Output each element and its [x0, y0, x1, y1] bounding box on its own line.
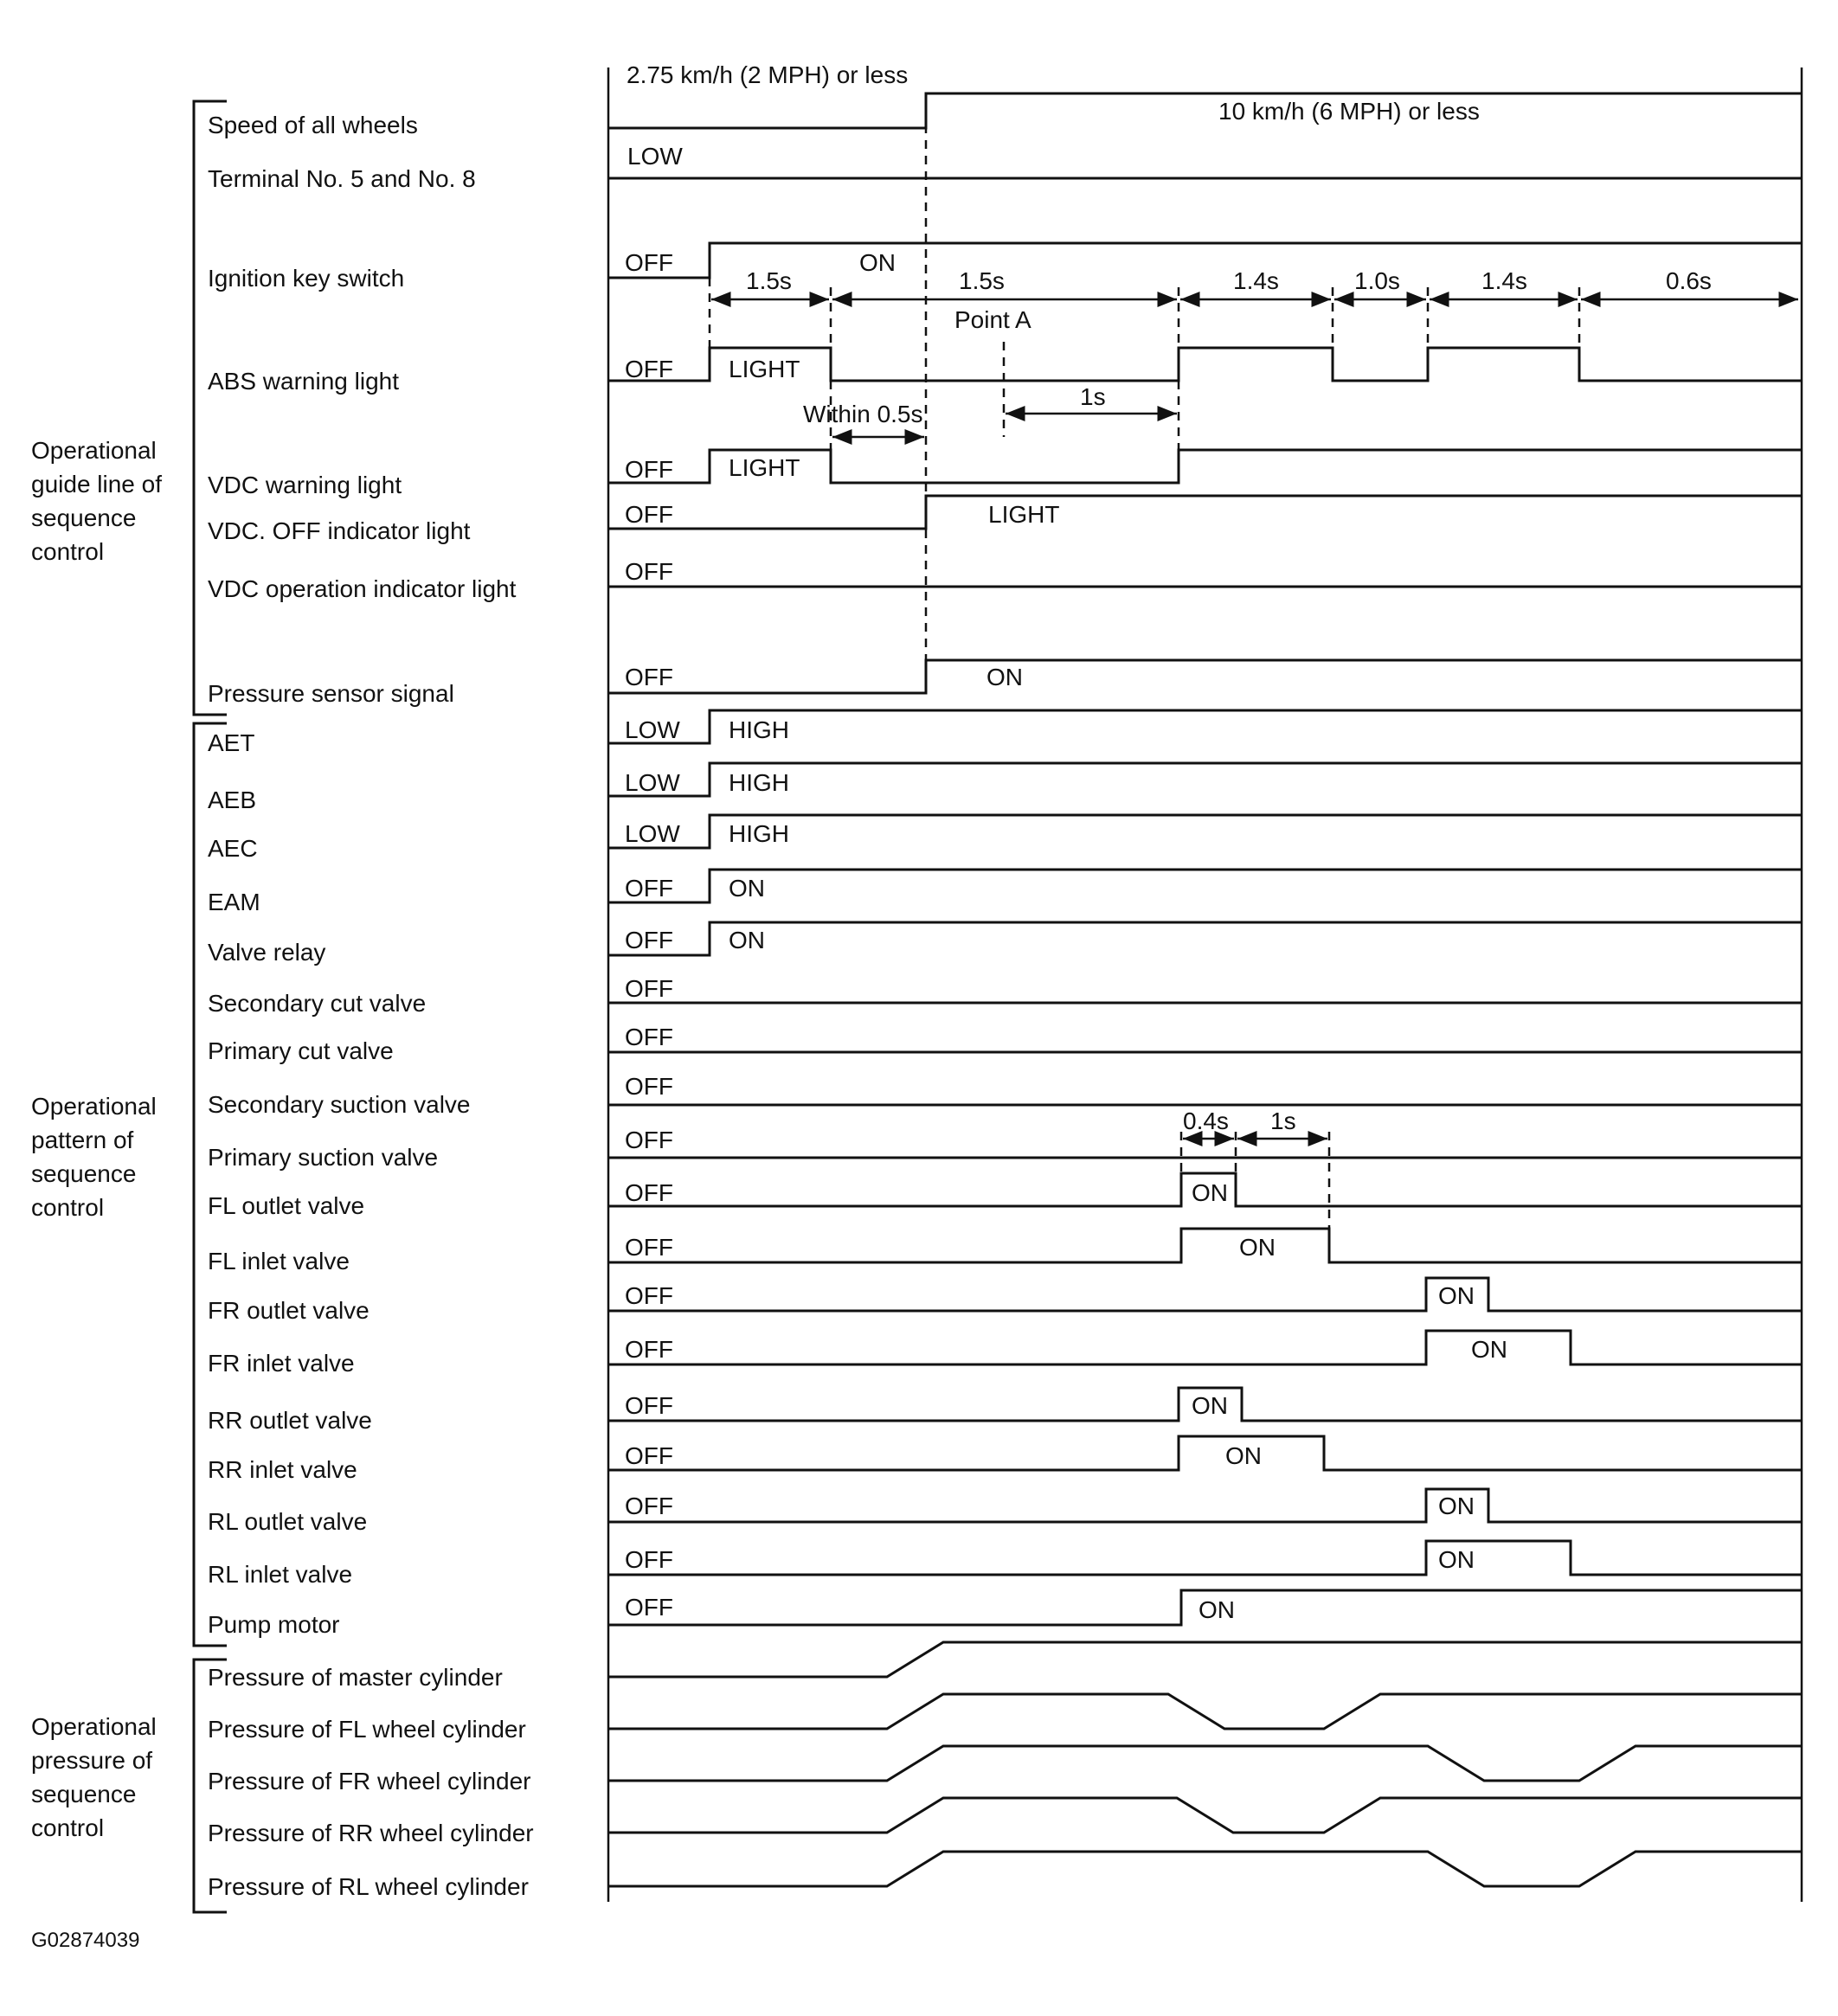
signal-name: Valve relay	[208, 939, 326, 966]
wave-rl-outlet	[608, 1489, 1802, 1522]
state-label: OFF	[625, 1282, 673, 1309]
group-label-line: pattern of	[31, 1127, 134, 1153]
wave-pressure-master	[608, 1642, 1802, 1677]
signal-name: Pressure sensor signal	[208, 680, 454, 707]
guide-group-label	[31, 437, 162, 565]
speed-high-label: 10 km/h (6 MPH) or less	[1218, 98, 1480, 125]
signal-names	[208, 112, 534, 1900]
wave-pressure-sensor	[608, 660, 1802, 693]
signal-name: Primary suction valve	[208, 1144, 439, 1171]
state-label: LOW	[625, 820, 680, 847]
signal-name: Terminal No. 5 and No. 8	[208, 165, 476, 192]
group-label-line: Operational	[31, 437, 157, 464]
state-label: LIGHT	[729, 356, 800, 382]
state-label: LIGHT	[988, 501, 1060, 528]
group-label-line: control	[31, 1194, 105, 1221]
signal-name: FL outlet valve	[208, 1192, 365, 1219]
state-labels	[625, 143, 1507, 1623]
signal-name: AET	[208, 729, 255, 756]
wave-fr-inlet	[608, 1331, 1802, 1364]
signal-name: RL inlet valve	[208, 1561, 353, 1588]
signal-name: VDC warning light	[208, 472, 402, 498]
wave-rr-inlet	[608, 1436, 1802, 1470]
state-label: OFF	[625, 1546, 673, 1573]
signal-name: Ignition key switch	[208, 265, 405, 292]
state-label: OFF	[625, 1336, 673, 1363]
signal-name: Secondary cut valve	[208, 990, 427, 1017]
signal-name: Pressure of FR wheel cylinder	[208, 1768, 531, 1794]
pattern-group-label	[31, 1093, 157, 1221]
state-label: HIGH	[729, 769, 789, 796]
group-label-line: control	[31, 538, 105, 565]
timing-label: 1s	[1080, 383, 1106, 410]
wave-pressure-fl	[608, 1694, 1802, 1729]
state-label: OFF	[625, 875, 673, 902]
signal-name: VDC operation indicator light	[208, 575, 517, 602]
state-label: HIGH	[729, 820, 789, 847]
wave-vdc-off-indicator	[608, 496, 1802, 529]
group-label-line: Operational	[31, 1713, 157, 1740]
group-label-line: sequence	[31, 1160, 137, 1187]
state-label: OFF	[625, 249, 673, 276]
state-label: ON	[1471, 1336, 1507, 1363]
signal-name: Pressure of master cylinder	[208, 1664, 503, 1691]
signal-name: Secondary suction valve	[208, 1091, 471, 1118]
group-label-line: pressure of	[31, 1747, 153, 1774]
state-label: OFF	[625, 1493, 673, 1519]
signal-name: Pressure of RL wheel cylinder	[208, 1873, 529, 1900]
state-label: ON	[986, 664, 1023, 690]
state-label: OFF	[625, 1594, 673, 1621]
group-label-line: control	[31, 1814, 105, 1841]
wave-rl-inlet	[608, 1541, 1802, 1575]
group-label-line: sequence	[31, 1781, 137, 1807]
wave-fl-inlet	[608, 1229, 1802, 1262]
state-label: OFF	[625, 1024, 673, 1050]
state-label: OFF	[625, 558, 673, 585]
state-label: ON	[1438, 1546, 1475, 1573]
wave-eam	[608, 870, 1802, 902]
state-label: OFF	[625, 1179, 673, 1206]
timing-label: Within 0.5s	[803, 401, 923, 427]
state-label: LOW	[625, 716, 680, 743]
state-label: OFF	[625, 1392, 673, 1419]
state-label: ON	[729, 875, 765, 902]
signal-name: FR inlet valve	[208, 1350, 355, 1377]
signal-name: FR outlet valve	[208, 1297, 370, 1324]
timing-label: 1.5s	[746, 267, 792, 294]
timing-label: Point A	[954, 306, 1031, 333]
state-label: ON	[1192, 1392, 1228, 1419]
guide-group-bracket	[194, 101, 227, 715]
state-label: ON	[729, 927, 765, 953]
state-label: OFF	[625, 1073, 673, 1100]
signal-name: FL inlet valve	[208, 1248, 350, 1274]
state-label: LOW	[627, 143, 683, 170]
signal-name: AEC	[208, 835, 258, 862]
group-label-line: sequence	[31, 504, 137, 531]
state-label: LOW	[625, 769, 680, 796]
timing-label: 1s	[1270, 1108, 1296, 1134]
timing-label: 0.4s	[1183, 1108, 1229, 1134]
state-label: ON	[1438, 1493, 1475, 1519]
wave-fr-outlet	[608, 1278, 1802, 1311]
signal-name: ABS warning light	[208, 368, 400, 395]
state-label: OFF	[625, 664, 673, 690]
group-label-line: Operational	[31, 1093, 157, 1120]
state-label: ON	[1225, 1442, 1262, 1469]
state-label: OFF	[625, 927, 673, 953]
timing-label: 1.5s	[959, 267, 1005, 294]
group-label-line: guide line of	[31, 471, 163, 498]
timing-labels	[746, 267, 1712, 1134]
signal-name: Pressure of RR wheel cylinder	[208, 1820, 534, 1846]
timing-label: 1.4s	[1233, 267, 1279, 294]
state-label: OFF	[625, 1234, 673, 1261]
state-label: OFF	[625, 456, 673, 483]
timing-label: 0.6s	[1666, 267, 1712, 294]
figure-id: G02874039	[31, 1929, 140, 1952]
state-label: HIGH	[729, 716, 789, 743]
signal-name: AEB	[208, 786, 257, 813]
signal-name: Pump motor	[208, 1611, 340, 1638]
state-label: ON	[859, 249, 896, 276]
signal-name: RR inlet valve	[208, 1456, 357, 1483]
wave-pressure-fr	[608, 1746, 1802, 1781]
state-label: LIGHT	[729, 454, 800, 481]
signal-name: RR outlet valve	[208, 1407, 372, 1434]
state-label: ON	[1239, 1234, 1276, 1261]
wave-pressure-rr	[608, 1798, 1802, 1833]
speed-low-label: 2.75 km/h (2 MPH) or less	[627, 61, 909, 88]
timing-label: 1.0s	[1354, 267, 1400, 294]
state-label: ON	[1199, 1596, 1235, 1623]
timing-label: 1.4s	[1481, 267, 1527, 294]
signal-name: RL outlet valve	[208, 1508, 368, 1535]
state-label: OFF	[625, 501, 673, 528]
state-label: OFF	[625, 356, 673, 382]
state-label: OFF	[625, 1442, 673, 1469]
wave-valve-relay	[608, 922, 1802, 955]
state-label: OFF	[625, 975, 673, 1002]
state-label: OFF	[625, 1127, 673, 1153]
signal-name: VDC. OFF indicator light	[208, 517, 471, 544]
signal-name: Primary cut valve	[208, 1037, 394, 1064]
state-label: ON	[1192, 1179, 1228, 1206]
state-label: ON	[1438, 1282, 1475, 1309]
signal-name: Pressure of FL wheel cylinder	[208, 1716, 526, 1743]
signal-name: EAM	[208, 889, 260, 915]
pressure-group-label	[31, 1713, 157, 1841]
signal-name: Speed of all wheels	[208, 112, 418, 138]
wave-speed-of-all-wheels	[608, 93, 1802, 128]
wave-pressure-rl	[608, 1852, 1802, 1886]
